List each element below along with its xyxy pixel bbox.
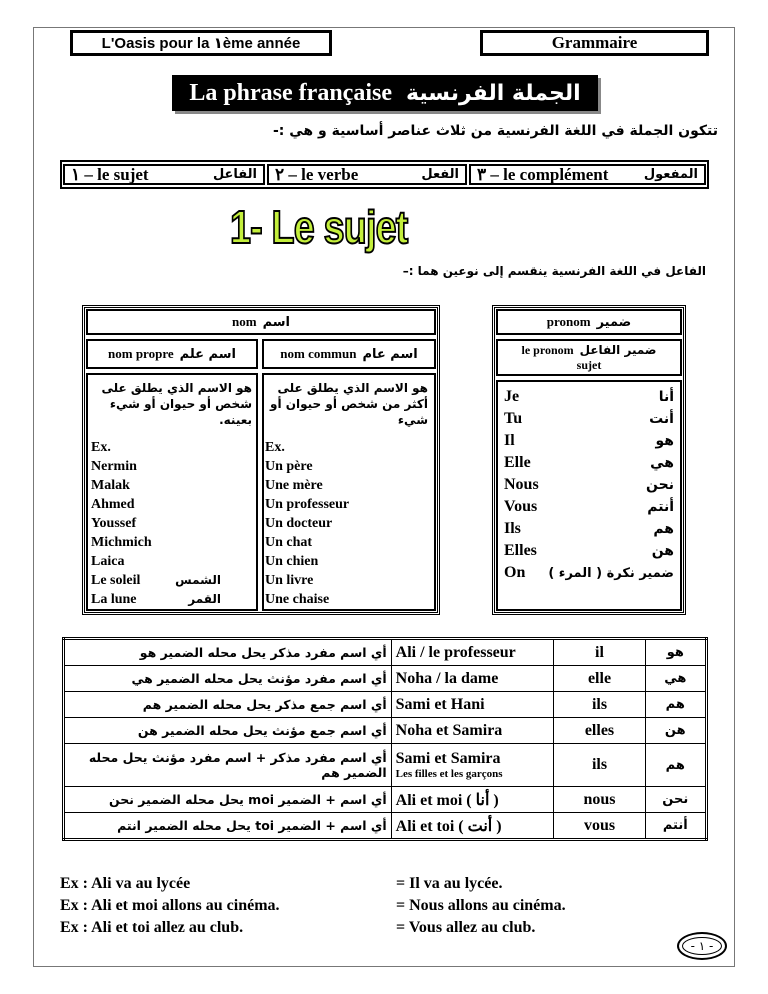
page-number-text: - ١ - [690,939,714,953]
mapping-ar: أي اسم مفرد مذكر + اسم مفرد مؤنث يحل محله الضمير هم [64,744,392,787]
pronom-sub-fr2: sujet [576,357,602,372]
mapping-pron-ar: هن [645,718,706,744]
element-verbe-ar: الفعل [421,167,459,182]
pronom-ar: هي [650,455,674,471]
element-complement [469,164,706,185]
examples-right [396,873,566,939]
mapping-fr-sub: Les filles et les garçons [395,768,503,780]
table-row [64,813,707,840]
mapping-ar: أي اسم + الضمير moi يحل محله الضمير نحن [64,787,392,813]
pronom-ar: هو [655,433,674,449]
pronom-row [504,430,674,452]
element-sujet-fr: ١ – le sujet [71,164,149,184]
pronom-fr: Vous [504,498,538,515]
list-item: Youssef [91,516,137,531]
pronom-fr: Il [504,432,515,449]
mapping-pron-ar: أنتم [645,813,706,840]
pronom-sub-ar: ضمير الفاعل [579,342,657,357]
nom-header-ar: اسم [262,314,290,330]
mapping-pron-ar: هي [645,666,706,692]
pronom-fr: Ils [504,520,521,537]
mapping-pron-ar: نحن [645,787,706,813]
mapping-fr: Noha / la dame [391,666,554,692]
pronom-row [504,518,674,540]
table-row [64,744,707,787]
mapping-pron-ar: هم [645,692,706,718]
mapping-pron: ils [554,692,645,718]
pronom-ar: أنت [649,411,674,427]
pronom-fr: Elles [504,542,537,559]
table-row [64,666,707,692]
pronom-ar: نحن [646,477,674,493]
division-text: الفاعل في اللغة الفرنسية ينقسم إلى نوعين هما :– [402,264,706,278]
element-complement-ar: المفعول [643,167,698,182]
subject-title: Grammaire [551,33,638,52]
mapping-ar: أي اسم + الضمير toi يحل محله الضمير انتم [64,813,392,840]
list-item: Malak [91,478,130,493]
nom-commun-header [262,339,436,369]
section-title: 1- Le sujet [230,201,408,253]
pronom-fr: Tu [504,410,523,427]
table-row [64,718,707,744]
nom-header [86,309,436,335]
nom-header-fr: nom [232,314,257,329]
element-sujet-ar: الفاعل [212,167,257,182]
example-left: Ex : Ali et toi allez au club. [60,919,244,936]
list-item-fr: La lune [91,592,137,607]
nom-propre-list [91,438,251,609]
list-item-ar: القمر [188,592,221,606]
pronom-row [504,474,674,496]
list-item: Un livre [265,573,314,588]
mapping-ar: أي اسم مفرد مذكر يحل محله الضمير هو [64,639,392,666]
nom-propre-header [86,339,258,369]
list-item: Michmich [91,535,152,550]
pronom-sub-fr: le pronom [521,342,574,357]
nom-propre-ex: Ex. [91,440,111,455]
pronom-row [504,408,674,430]
list-item-fr: Le soleil [91,573,141,588]
list-item: Un père [265,459,313,474]
mapping-fr: Ali et toi ( أنت ) [391,813,554,840]
mapping-pron: il [554,639,645,666]
pronom-ar: أنا [658,389,674,405]
nom-commun-fr: nom commun [280,346,357,361]
example-right: = Il va au lycée. [396,875,503,892]
mapping-ar: أي اسم جمع مؤنث يحل محله الضمير هن [64,718,392,744]
mapping-fr-main: Sami et Samira [395,750,501,767]
page-number-ring [682,937,722,955]
pronom-fr: Je [504,388,520,405]
nom-commun-list [265,438,430,609]
element-complement-fr: ٣ – le complément [477,164,609,184]
list-item: Un professeur [265,497,350,512]
pronom-sub-line [522,343,657,358]
mapping-ar: أي اسم جمع مذكر يحل محله الضمير هم [64,692,392,718]
element-sujet [63,164,265,185]
page-title-ar: الجملة الفرنسية [405,80,581,106]
pronom-ar: ضمير نكرة ( المرء ) [548,565,674,581]
pronom-row [504,496,674,518]
pronom-ar: أنتم [647,499,674,515]
pronom-list [496,380,682,611]
table-row [64,692,707,718]
pronom-ar: هن [651,543,674,559]
intro-text: تتكون الجملة في اللغة الفرنسية من ثلاث عناصر أساسية و هي :- [272,123,718,139]
list-item: Un docteur [265,516,333,531]
list-item: Laica [91,554,125,569]
mapping-ar: أي اسم مفرد مؤنث يحل محله الضمير هي [64,666,392,692]
example-right: = Nous allons au cinéma. [396,897,566,914]
pronom-row [504,540,674,562]
pronom-row [504,562,674,584]
example-left: Ex : Ali et moi allons au cinéma. [60,897,280,914]
sentence-elements [60,160,709,189]
pronom-fr: Elle [504,454,531,471]
pronom-header [496,309,682,335]
list-item-ar: الشمس [175,573,221,587]
examples-left [60,873,280,939]
mapping-pron-ar: هم [645,744,706,787]
example-left: Ex : Ali va au lycée [60,875,191,892]
element-verbe-fr: ٢ – le verbe [275,164,359,184]
page-number [677,932,727,960]
pronom-header-ar: ضمير [596,314,632,330]
list-item: Un chien [265,554,319,569]
mapping-pron: elle [554,666,645,692]
mapping-fr: Ali / le professeur [391,639,554,666]
pronom-ar: هم [653,521,674,537]
nom-propre-desc: هو الاسم الذي يطلق على شخص أو حيوان أو شيء بعينه. [101,381,252,427]
course-title-box [70,30,332,56]
list-item [91,571,221,590]
example-right: = Vous allez au club. [396,919,536,936]
mapping-fr: Noha et Samira [391,718,554,744]
list-item: Nermin [91,459,137,474]
mapping-pron: elles [554,718,645,744]
pronom-row [504,452,674,474]
pronom-row [504,386,674,408]
page-title-fr: La phrase française [189,79,392,106]
list-item: Ahmed [91,497,135,512]
nom-commun-desc: هو الاسم الذي يطلق على أكثر من شخص أو حيوان أو شيء [270,381,428,427]
mapping-pron: nous [554,787,645,813]
mapping-fr: Ali et moi ( أنا ) [391,787,554,813]
nom-propre-fr: nom propre [108,346,174,361]
nom-commun-ex: Ex. [265,440,285,455]
mapping-pron-ar: هو [645,639,706,666]
page-title [172,75,598,111]
table-row [64,639,707,666]
mapping-pron: vous [554,813,645,840]
list-item: Une chaise [265,592,330,607]
subject-title-box [480,30,709,56]
pronom-sub-header [496,339,682,376]
pronom-header-fr: pronom [546,314,591,329]
mapping-pron: ils [554,744,645,787]
list-item: Un chat [265,535,313,550]
pronom-fr: Nous [504,476,539,493]
nom-commun-ar: اسم عام [362,346,418,362]
mapping-fr: Sami et Hani [391,692,554,718]
element-verbe [267,164,467,185]
nom-propre-ar: اسم علم [179,346,236,362]
pronom-fr: On [504,564,526,581]
pronoun-mapping-table [62,637,708,841]
list-item [91,590,221,609]
table-row [64,787,707,813]
list-item: Une mère [265,478,323,493]
mapping-fr [391,744,554,787]
course-title: L'Oasis pour la ١ème année [101,35,301,52]
